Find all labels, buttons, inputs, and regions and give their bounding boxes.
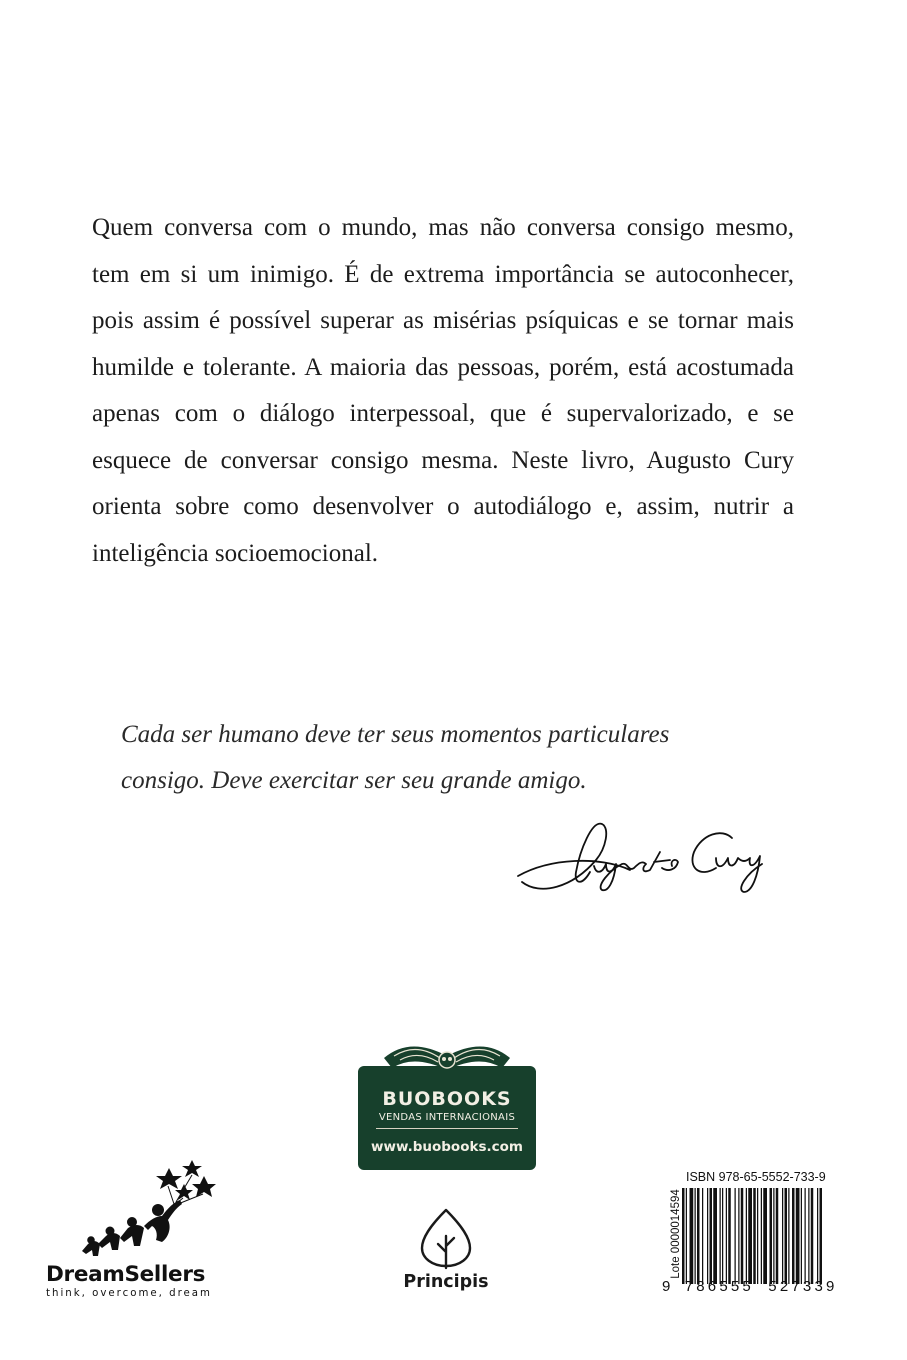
barcode-bar: [682, 1188, 685, 1284]
dreamsellers-logo: [44, 1154, 234, 1304]
back-cover-blurb: [92, 205, 794, 577]
barcode-bar: [820, 1188, 823, 1284]
barcode-bar: [773, 1188, 774, 1284]
barcode-bar: [805, 1188, 806, 1284]
buobooks-url: www.buobooks.com: [371, 1139, 523, 1155]
barcode-bar: [702, 1188, 703, 1284]
barcode-bar: [782, 1188, 783, 1284]
barcode-bar: [695, 1188, 696, 1284]
barcode-bar: [811, 1188, 814, 1284]
leaf-icon: [400, 1206, 492, 1270]
barcode-bar: [722, 1188, 723, 1284]
barcode-bar: [726, 1188, 727, 1284]
barcode-digits-right: 527339: [768, 1278, 838, 1295]
buobooks-subtitle: VENDAS INTERNACIONAIS: [378, 1112, 516, 1123]
barcode-bar: [796, 1188, 800, 1284]
barcode-bar: [776, 1188, 779, 1284]
buobooks-badge: [358, 1066, 536, 1170]
dreamsellers-name: DreamSellers: [46, 1262, 206, 1287]
barcode-bar: [720, 1188, 721, 1284]
barcode-bar: [748, 1188, 752, 1284]
isbn-text: ISBN 978-65-5552-733-9: [686, 1170, 826, 1184]
owl-wings-icon: [380, 1030, 514, 1076]
barcode-bar: [808, 1188, 809, 1284]
barcode-bar: [763, 1188, 767, 1284]
barcode-bar: [728, 1188, 731, 1284]
barcode-bar: [792, 1188, 795, 1284]
barcode-bar: [741, 1188, 744, 1284]
quote-line-2: consigo. Deve exercitar ser seu grande amigo.: [121, 767, 587, 794]
lote-text: Lote 0000014594: [669, 1189, 682, 1279]
principis-name: Principis: [403, 1272, 489, 1292]
barcode-bar: [753, 1188, 756, 1284]
author-quote: [121, 712, 761, 804]
author-signature: [510, 812, 790, 902]
barcode-bar: [801, 1188, 802, 1284]
barcode-digits-left: 786555: [684, 1278, 754, 1295]
barcode-bar: [746, 1188, 747, 1284]
buobooks-brand: BUOBOOKS: [382, 1088, 512, 1110]
dreamsellers-tagline: think, overcome, dream: [46, 1288, 212, 1299]
buobooks-divider: [376, 1128, 518, 1129]
barcode-bar: [788, 1188, 789, 1284]
barcode-bar: [710, 1188, 713, 1284]
barcode-bar: [785, 1188, 788, 1284]
barcode-bar: [697, 1188, 700, 1284]
barcode-area: [658, 1166, 868, 1306]
barcode-bar: [770, 1188, 773, 1284]
blurb-paragraph: Quem conversa com o mundo, mas não conversa consigo mesmo, tem em si um inimigo. É de extrema importância se autoconhecer, pois assim é possível superar as misérias psíquicas e se tornar mais humilde e tolerante. A maioria das pessoas, porém, está acostumada apenas com o diálogo interpessoal, que é supervalorizado, e se esquece de conversar consigo mesma. Neste livro, Augusto Cury orienta sobre como desenvolver o autodiálogo e, assim, nutrir a inteligência socioemocional.: [92, 214, 794, 567]
barcode-digit-first: 9: [662, 1278, 671, 1295]
barcode-bar: [690, 1188, 694, 1284]
barcode-bar: [817, 1188, 818, 1284]
barcode-bar: [713, 1188, 717, 1284]
barcode-bar: [757, 1188, 758, 1284]
barcode-digits: [662, 1278, 868, 1295]
barcode-bar: [735, 1188, 736, 1284]
principis-logo: [400, 1206, 492, 1306]
children-balloons-icon: [44, 1154, 234, 1262]
barcode-bar: [761, 1188, 762, 1284]
quote-line-1: Cada ser humano deve ter seus momentos particulares: [121, 721, 670, 748]
barcode-bar: [686, 1188, 687, 1284]
barcode-bars: [680, 1188, 864, 1284]
barcode-bar: [738, 1188, 739, 1284]
barcode-bar: [707, 1188, 708, 1284]
